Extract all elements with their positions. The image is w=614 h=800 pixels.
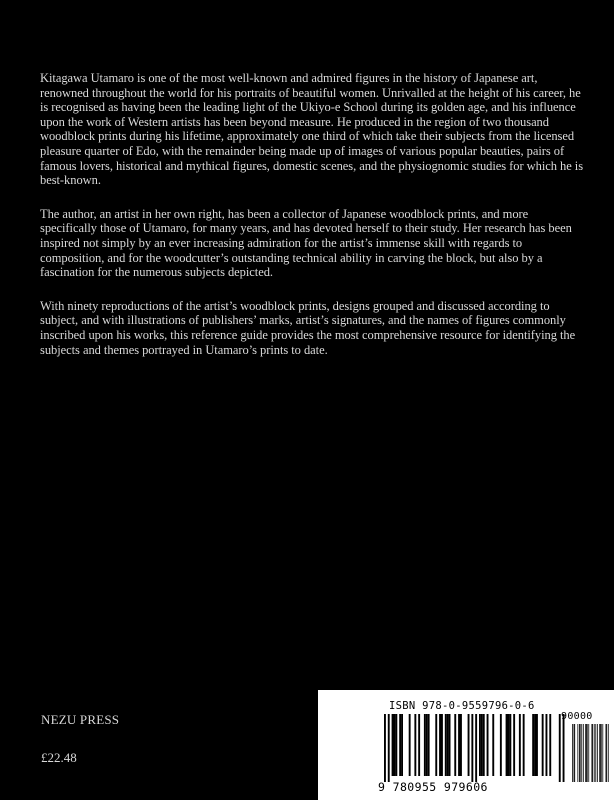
price-label: £22.48 xyxy=(41,750,77,765)
barcode-bar xyxy=(458,714,460,776)
addon-bar xyxy=(580,724,581,782)
barcode-bar xyxy=(549,714,551,776)
publisher-name: NEZU PRESS xyxy=(41,712,120,727)
barcode-bar xyxy=(409,714,411,776)
addon-bar xyxy=(587,724,588,782)
barcode-bar xyxy=(395,714,397,776)
ean-digits: 9 780955 979606 xyxy=(378,780,488,794)
addon-bar xyxy=(592,724,593,782)
addon-bar xyxy=(606,724,607,782)
barcode-bar xyxy=(401,714,403,776)
addon-bar xyxy=(594,724,595,782)
addon-bar xyxy=(606,724,607,782)
barcode-bar xyxy=(479,714,481,776)
barcode-bar xyxy=(532,714,534,776)
barcode-bar xyxy=(449,714,451,776)
barcode-bar xyxy=(542,714,544,776)
addon-bar xyxy=(585,724,586,782)
addon-bar xyxy=(581,724,582,782)
barcode-bar xyxy=(426,714,428,776)
barcode-bar xyxy=(388,714,390,782)
barcode-bar xyxy=(500,714,502,776)
barcode-bar xyxy=(536,714,538,776)
barcode-bar xyxy=(392,714,394,776)
isbn-label: ISBN 978-0-9559796-0-6 xyxy=(389,700,535,712)
barcode-bar xyxy=(384,714,386,782)
addon-bar xyxy=(601,724,602,782)
barcode-bar xyxy=(394,714,396,776)
barcode-bar xyxy=(546,714,548,776)
description-paragraph-3: With ninety reproductions of the artist’s woodblock prints, designs grouped and discussed according to subject, and with illustrations of publishers’ marks, artist’s signatures, and the names of figures commonly inscribed upon his works, this reference guide provides the most comprehensive resource for identifying the subjects and themes portrayed in Utamaro’s prints to date. xyxy=(40,298,576,357)
barcode-bar xyxy=(445,714,447,776)
barcode-bar xyxy=(509,714,511,776)
barcode-bar xyxy=(519,714,521,776)
barcode-bar xyxy=(475,714,477,782)
addon-bar xyxy=(608,724,609,782)
barcode-bar xyxy=(508,714,510,776)
barcode-bar xyxy=(559,714,561,782)
addon-bar xyxy=(595,724,596,782)
addon-bar xyxy=(572,724,573,782)
addon-bar xyxy=(586,724,587,782)
barcode-bar xyxy=(460,714,462,776)
barcode-bar xyxy=(428,714,430,776)
addon-bar xyxy=(600,724,601,782)
barcode-bar xyxy=(483,714,485,776)
addon-bar xyxy=(579,724,580,782)
barcode-bar xyxy=(418,714,420,776)
barcode-bar xyxy=(454,714,456,776)
addon-bar xyxy=(574,724,575,782)
addon-bar xyxy=(577,724,578,782)
barcode-bar xyxy=(492,714,494,776)
addon-bar xyxy=(599,724,600,782)
barcode-bar xyxy=(487,714,489,776)
description-paragraph-1: Kitagawa Utamaro is one of the most well-known and admired figures in the history of Japanese art, renowned throughout the world for his portraits of beautiful women. Unrivalled at the height of his career, he is recognised as having been the leading light of the Ukiyo-e School during its golden age, and his influence upon the work of Western artists has been beyond measure. He produced in the region of two thousand woodblock prints during his lifetime, approximately one third of which take their subjects from the licensed pleasure quarter of Edo, with the remainder being made up of images of various popular beauties, pairs of famous lovers, historical and mythical figures, domestic scenes, and the physiognomic studies for which he is best-known. xyxy=(40,71,584,188)
addon-digits: 90000 xyxy=(561,711,593,722)
addon-bar xyxy=(583,724,584,782)
barcode-bar xyxy=(471,714,473,782)
barcode-bar xyxy=(399,714,401,776)
addon-bar xyxy=(574,724,575,782)
barcode-bar xyxy=(534,714,536,776)
addon-bar xyxy=(602,724,603,782)
addon-bar xyxy=(588,724,589,782)
barcode-bar xyxy=(424,714,426,776)
addon-bars xyxy=(572,724,609,782)
barcode-bar xyxy=(441,714,443,776)
barcode-bar xyxy=(439,714,441,776)
addon-bar xyxy=(592,724,593,782)
addon-bar xyxy=(597,724,598,782)
barcode-bar xyxy=(414,714,416,776)
isbn-barcode xyxy=(318,690,614,800)
ean13-bars xyxy=(384,714,565,782)
barcode-bar xyxy=(447,714,449,776)
barcode-bar xyxy=(523,714,525,776)
barcode-bar xyxy=(513,714,515,776)
barcode-bar xyxy=(506,714,508,776)
barcode-bar xyxy=(481,714,483,776)
description-paragraph-2: The author, an artist in her own right, has been a collector of Japanese woodblock prints, and more specifically those of Utamaro, for many years, and has devoted herself to their study. Her research has been inspired not simply by an ever increasing admiration for the artist’s immense skill with regards to composition, and for the woodcutter’s outstanding technical ability in carving the block, but also by a fascination for the numerous subjects depicted. xyxy=(40,206,572,280)
barcode-bar xyxy=(435,714,437,776)
barcode-bar xyxy=(563,714,565,782)
barcode-bar xyxy=(468,714,470,776)
back-cover-description xyxy=(40,71,585,376)
